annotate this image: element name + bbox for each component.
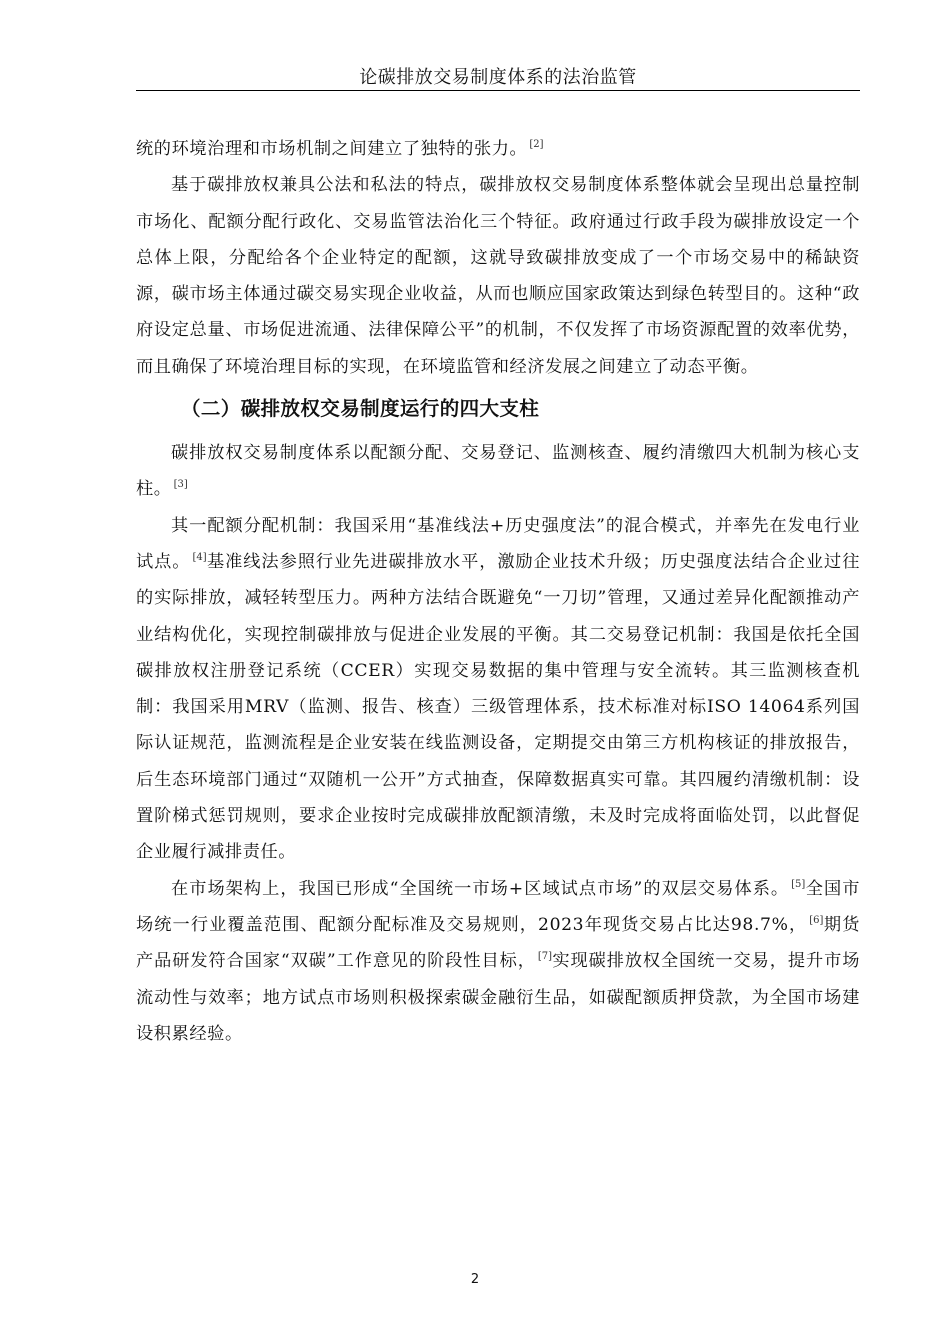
paragraph-text: 碳排放权交易制度体系以配额分配、交易登记、监测核查、履约清缴四大机制为核心支柱。 <box>136 443 860 500</box>
paragraph-text: 全国市场统一行业覆盖范围、配额分配标准及交易规则，2023年现货交易占比达98.7%， <box>136 878 860 935</box>
paragraph-mechanisms <box>136 508 860 871</box>
citation-ref[interactable]: [5] <box>791 878 806 890</box>
paragraph-text: 基准线法参照行业先进碳排放水平，激励企业技术升级；历史强度法结合企业过往的实际排放，减轻转型压力。两种方法结合既避免“一刀切”管理，又通过差异化配额推动产业结构优化，实现控制碳排放与促进企业发展的平衡。其二交易登记机制：我国是依托全国碳排放权注册登记系统（CCER）实现交易数据的集中管理与安全流转。其三监测核查机制：我国采用MRV（监测、报告、核查）三级管理体系，技术标准对标ISO 14064系列国际认证规范，监测流程是企业安装在线监测设备，定期提交由第三方机构核证的排放报告，后生态环境部门通过“双随机一公开”方式抽查，保障数据真实可靠。其四履约清缴机制：设置阶梯式惩罚规则，要求企业按时完成碳排放配额清缴，未及时完成将面临处罚，以此督促企业履行减排责任。 <box>136 551 860 863</box>
paragraph-text: 实现碳排放权全国统一交易，提升市场流动性与效率；地方试点市场则积极探索碳金融衍生品，如碳配额质押贷款，为全国市场建设积累经验。 <box>136 951 860 1044</box>
page-number: 2 <box>470 1272 480 1287</box>
citation-ref[interactable]: [3] <box>173 479 188 491</box>
citation-ref[interactable]: [2] <box>529 139 544 150</box>
section-heading: （二）碳排放权交易制度运行的四大支柱 <box>181 397 540 421</box>
paragraph-text: 统的环境治理和市场机制之间建立了独特的张力。 <box>136 139 528 159</box>
paragraph-text: 其一配额分配机制：我国采用“基准线法+历史强度法”的混合模式，并率先在发电行业试点。 <box>136 515 860 572</box>
paragraph-features <box>136 167 860 385</box>
paragraph-pillars-intro <box>136 435 860 508</box>
paragraph-continuation <box>136 131 860 167</box>
body-text <box>136 131 860 1052</box>
running-header: 论碳排放交易制度体系的法治监管 <box>359 67 637 88</box>
paragraph-text: 在市场架构上，我国已形成“全国统一市场+区域试点市场”的双层交易体系。 <box>171 878 790 899</box>
citation-ref[interactable]: [4] <box>192 551 207 563</box>
paragraph-market-structure <box>136 871 860 1052</box>
citation-ref[interactable]: [7] <box>537 951 553 963</box>
citation-ref[interactable]: [6] <box>809 914 824 926</box>
paragraph-text: 基于碳排放权兼具公法和私法的特点，碳排放权交易制度体系整体就会呈现出总量控制市场化、配额分配行政化、交易监管法治化三个特征。政府通过行政手段为碳排放设定一个总体上限，分配给各个企业特定的配额，这就导致碳排放变成了一个市场交易中的稀缺资源，碳市场主体通过碳交易实现企业收益，从而也顺应国家政策达到绿色转型目的。这种“政府设定总量、市场促进流通、法律保障公平”的机制，不仅发挥了市场资源配置的效率优势，而且确保了环境治理目标的实现，在环境监管和经济发展之间建立了动态平衡。 <box>136 175 860 377</box>
header-rule <box>136 90 860 91</box>
paragraph-text: 期货产品研发符合国家“双碳”工作意见的阶段性目标， <box>136 914 860 972</box>
